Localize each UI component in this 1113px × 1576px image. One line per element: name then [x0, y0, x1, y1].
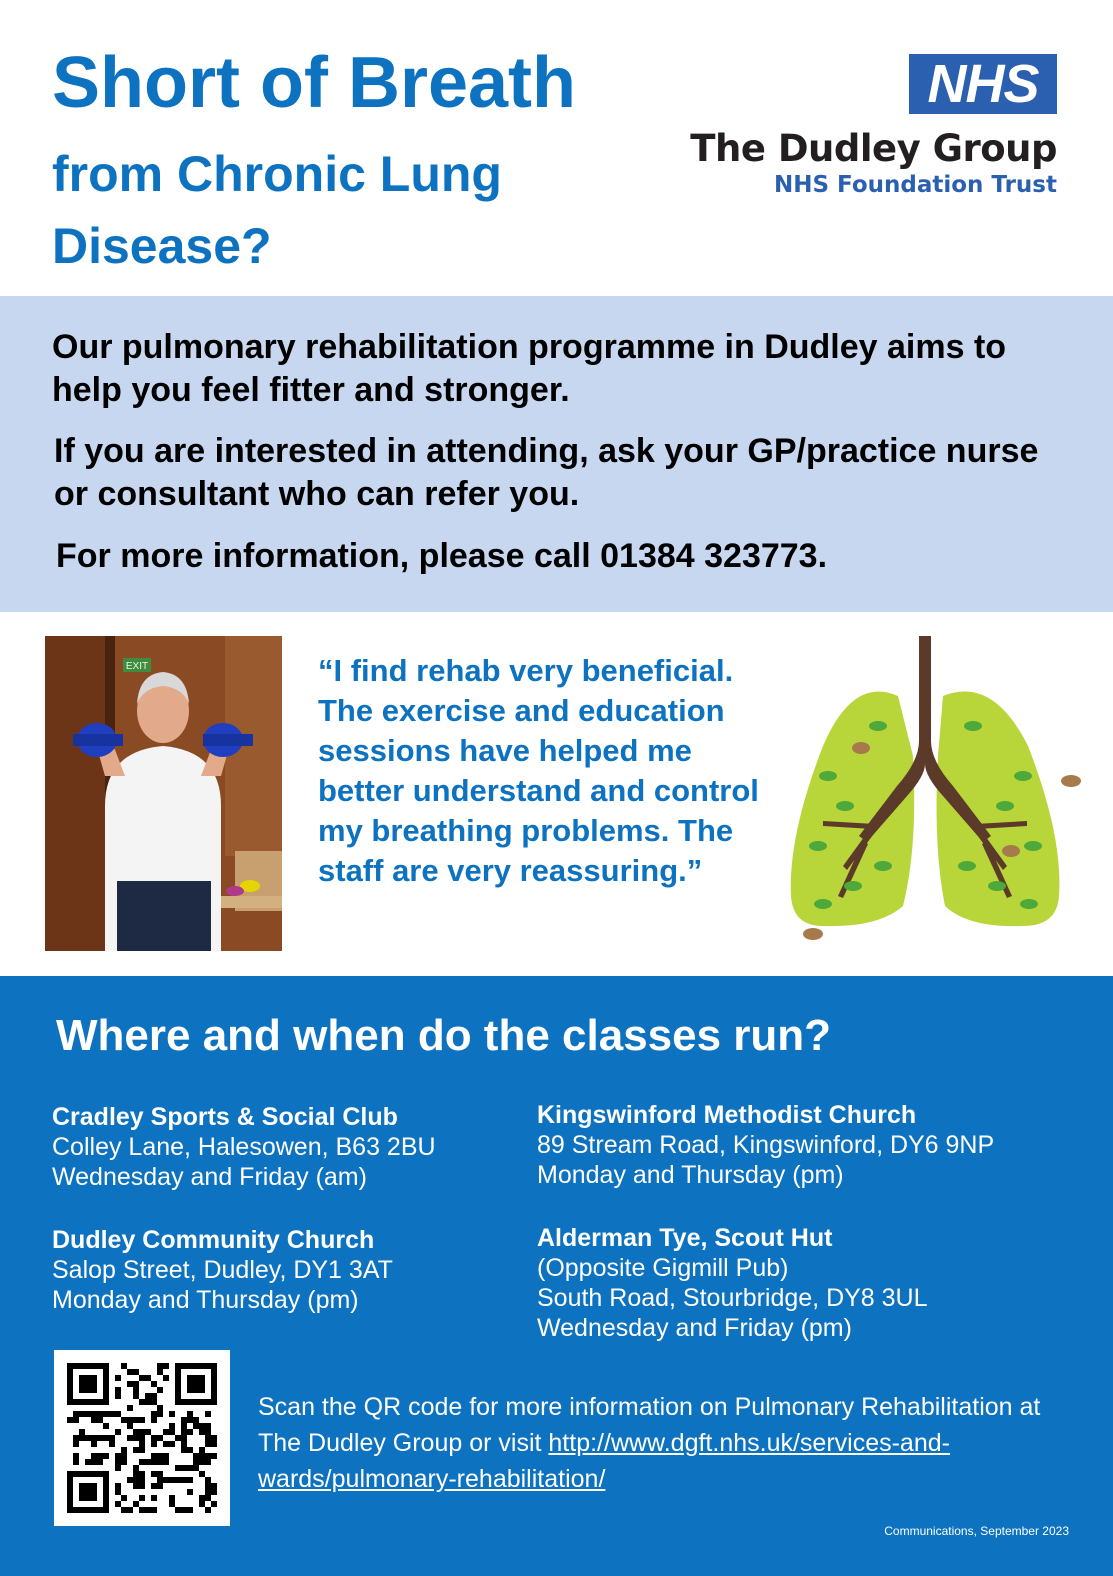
- org-name: The Dudley Group: [690, 127, 1057, 170]
- classes-title: Where and when do the classes run?: [56, 1011, 832, 1060]
- patient-quote: “I find rehab very beneficial. The exercise and education sessions have helped me better understand and control my breathing problems. The staff are very reassuring.”: [318, 653, 759, 888]
- venue-note: (Opposite Gigmill Pub): [537, 1254, 789, 1282]
- footer-note: Communications, September 2023: [884, 1524, 1069, 1538]
- venue-name: Alderman Tye, Scout Hut: [537, 1224, 833, 1252]
- venue-address: Colley Lane, Halesowen, B63 2BU: [52, 1133, 436, 1161]
- patient-photo: [45, 636, 282, 951]
- venue-name: Dudley Community Church: [52, 1226, 375, 1254]
- venue-schedule: Wednesday and Friday (am): [52, 1163, 367, 1191]
- venue-kingswinford: [537, 1100, 994, 1190]
- venue-address: South Road, Stourbridge, DY8 3UL: [537, 1284, 928, 1312]
- venue-address: Salop Street, Dudley, DY1 3AT: [52, 1256, 393, 1284]
- venue-schedule: Monday and Thursday (pm): [537, 1161, 844, 1189]
- contact-info: For more information, please call 01384 323773.: [56, 537, 828, 575]
- nhs-badge-text: NHS: [927, 54, 1039, 114]
- info-link[interactable]: http://www.dgft.nhs.uk/services-and-wards/pulmonary-rehabilitation/: [258, 1429, 950, 1493]
- referral-info: If you are interested in attending, ask your GP/practice nurse or consultant who can refer you.: [54, 432, 1039, 513]
- venue-name: Kingswinford Methodist Church: [537, 1101, 917, 1129]
- programme-intro: Our pulmonary rehabilitation programme in Dudley aims to help you feel fitter and stronger.: [52, 328, 1007, 409]
- scan-text: Scan the QR code for more information on Pulmonary Rehabilitation at The Dudley Group or visit: [258, 1393, 1041, 1457]
- venue-address: 89 Stream Road, Kingswinford, DY6 9NP: [537, 1131, 995, 1159]
- poster-title: Short of Breath: [52, 43, 577, 123]
- nhs-logo: [687, 54, 1057, 199]
- lungs-illustration: [783, 636, 1093, 952]
- venue-alderman-tye: [537, 1223, 928, 1343]
- exit-sign: EXIT: [125, 661, 149, 672]
- venue-schedule: Wednesday and Friday (pm): [537, 1314, 852, 1342]
- venue-cradley: [52, 1102, 436, 1192]
- org-subtitle: NHS Foundation Trust: [773, 172, 1057, 198]
- qr-code[interactable]: [54, 1350, 230, 1526]
- venue-name: Cradley Sports & Social Club: [52, 1103, 398, 1131]
- nhs-badge: [909, 54, 1057, 114]
- venue-schedule: Monday and Thursday (pm): [52, 1286, 359, 1314]
- poster-subtitle: from Chronic Lung Disease?: [52, 146, 502, 274]
- scan-instructions: [258, 1389, 1078, 1497]
- venue-dudley: [52, 1225, 393, 1315]
